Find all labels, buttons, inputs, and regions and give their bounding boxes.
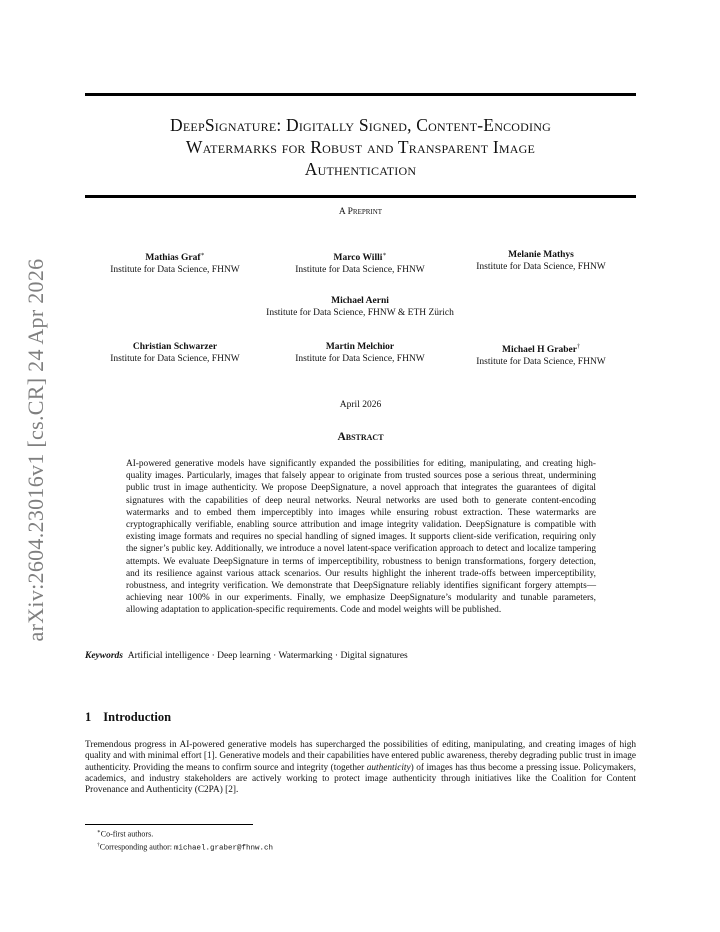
title-line-1: DeepSignature: Digitally Signed, Content-Encoding: [170, 115, 551, 135]
author-name: Mathias Graf∗: [145, 252, 205, 264]
footnote-corresponding: †Corresponding author: michael.graber@fhnw.ch: [97, 841, 273, 853]
section-heading: [85, 710, 171, 725]
title-line-3: Authentication: [304, 159, 417, 179]
paper-title: [85, 114, 636, 180]
abstract-heading: Abstract: [337, 431, 384, 443]
title-bottom-rule: [85, 195, 636, 198]
keywords-label: Keywords: [85, 651, 123, 661]
author-block: [431, 249, 651, 273]
emphasis-authenticity: authenticity: [366, 762, 411, 773]
author-name: Michael Aerni: [331, 296, 389, 306]
author-name: Michael H Graber†: [502, 344, 580, 356]
author-name: Martin Melchior: [325, 342, 395, 352]
corresponding-email[interactable]: michael.graber@fhnw.ch: [173, 844, 273, 853]
author-affiliation: Institute for Data Science, FHNW: [476, 357, 606, 368]
author-affiliation: Institute for Data Science, FHNW: [295, 265, 425, 276]
author-affiliation: Institute for Data Science, FHNW: [110, 265, 240, 276]
author-affiliation: Institute for Data Science, FHNW: [476, 262, 606, 272]
abstract-text: AI-powered generative models have significantly expanded the possibilities for editing, manipulating, and creating high-quality images. Particularly, images that falsely appear to originate from trusted sources pose a serious threat, undermining public trust in image authenticity. We propose DeepSignature, a novel approach that integrates the guarantees of digital signatures with the capabilities of deep neural networks. Neural networks are used both to generate content-encoding watermarks and to embed them imperceptibly into images while ensuring robust extraction. These watermarks are cryptographically verifiable, enabling source attribution and image integrity validation. DeepSignature is compatible with existing image formats and requires no special handling of signed images. It supports client-side verification, requiring only the signer’s public key. Additionally, we introduce a novel latent-space verification approach to detect and localize tampering attempts. We evaluate DeepSignature in terms of imperceptibility, robustness to benign transformations, forgery detection, and its resilience against various attack scenarios. Our results highlight the inherent trade-offs between imperceptibility, robustness, and integrity verification. We demonstrate that DeepSignature reliably identifies significant forgery attempts—achieving near 100% in our experiments. Finally, we emphasize DeepSignature’s modularity and tunable parameters, allowing adaptation to application-specific requirements. Code and model weights will be published.: [126, 459, 596, 616]
section-title: Introduction: [103, 710, 172, 724]
author-affiliation: Institute for Data Science, FHNW: [295, 354, 425, 364]
author-affiliation: Institute for Data Science, FHNW & ETH Zürich: [266, 308, 454, 318]
footnote-cofirst: ∗Co-first authors.: [97, 829, 154, 839]
intro-paragraph: Tremendous progress in AI-powered generative models has supercharged the possibilities of editing, manipulating, and creating images of high quality and with minimal effort [1]. Generative models and their capabilities have entered public awareness, thereby degrading public trust in image authenticity. Providing the means to confirm source and integrity (together authenticity) of images has thus become a pressing issue. Policymakers, academics, and industry stakeholders are actively working to protect image authenticity through initiatives like the Coalition for Content Provenance and Authenticity (C2PA) [2].: [85, 740, 636, 796]
author-name: Marco Willi∗: [333, 252, 387, 264]
publication-date: April 2026: [339, 400, 382, 410]
footnote-rule: [85, 824, 253, 825]
author-block: [210, 295, 510, 319]
keywords-text: Artificial intelligence · Deep learning · Watermarking · Digital signatures: [127, 651, 408, 661]
abstract-body: [126, 458, 596, 617]
arxiv-identifier-stamp: arXiv:2604.23016v1 [cs.CR] 24 Apr 2026: [23, 258, 48, 642]
author-name: Melanie Mathys: [508, 250, 574, 260]
author-name: Christian Schwarzer: [132, 342, 218, 352]
title-line-2: Watermarks for Robust and Transparent Image: [185, 137, 536, 157]
keywords-line: [85, 651, 636, 661]
section-number: 1: [85, 710, 92, 724]
preprint-label: A Preprint: [338, 207, 383, 217]
author-block: [431, 341, 651, 368]
author-affiliation: Institute for Data Science, FHNW: [110, 354, 240, 364]
footnotes: [97, 827, 273, 854]
title-top-rule: [85, 93, 636, 96]
